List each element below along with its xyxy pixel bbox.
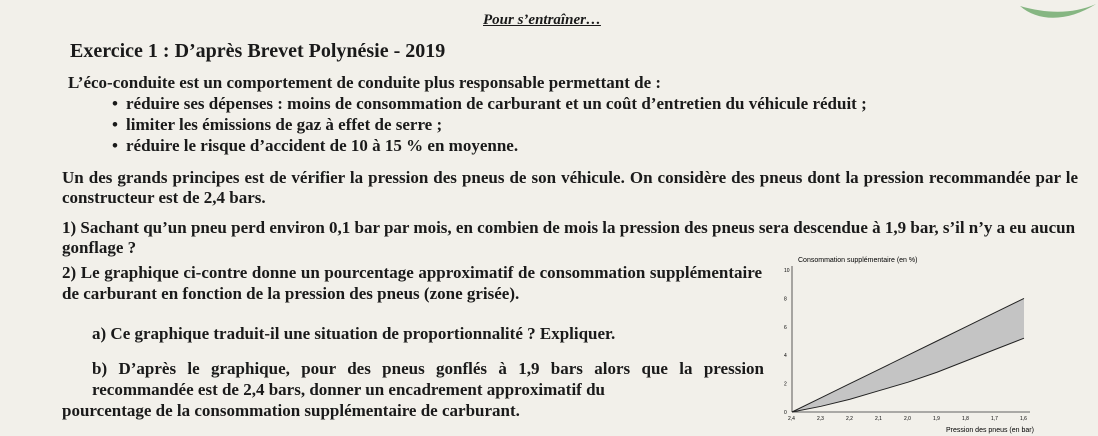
question-2a: a) Ce graphique traduit-il une situation de proportionnalité ? Expliquer. <box>92 324 616 343</box>
intro-section <box>68 72 1078 156</box>
question-2b <box>62 358 764 421</box>
x-tick-label: 2,3 <box>817 416 824 422</box>
x-tick-label: 1,9 <box>933 416 940 422</box>
intro-text: L’éco-conduite est un comportement de conduite plus responsable permettant de : <box>68 73 662 92</box>
x-tick-label: 2,4 <box>788 416 795 422</box>
y-tick-label: 2 <box>784 381 787 388</box>
x-tick-label: 2,2 <box>846 416 853 422</box>
y-axis <box>784 266 792 416</box>
y-tick-label: 4 <box>784 353 787 360</box>
context-paragraph: Un des grands principes est de vérifier la pression des pneus de son véhicule. On considère des pneus dont la pression recommandée par le constructeur est de 2,4 bars. <box>62 168 1078 207</box>
upper-bound-line <box>792 298 1024 412</box>
x-tick-label: 1,8 <box>962 416 969 422</box>
consumption-chart <box>778 252 1078 436</box>
list-item: • réduire ses dépenses : moins de consommation de carburant et un coût d’entretien du véhicule réduit ; <box>126 93 1078 114</box>
benefits-list <box>68 93 1078 156</box>
chart-title: Consommation supplémentaire (en %) <box>798 257 918 264</box>
x-tick-label: 2,1 <box>875 416 882 422</box>
y-tick-label: 8 <box>784 296 787 303</box>
question-1: 1) Sachant qu’un pneu perd environ 0,1 bar par mois, en combien de mois la pression des pneus sera descendue à 1,9 bar, s’il n’y a eu aucun gonflage ? <box>62 218 1076 257</box>
list-item: • réduire le risque d’accident de 10 à 15 % en moyenne. <box>126 135 1078 156</box>
y-tick-label: 6 <box>784 324 787 331</box>
y-tick-label: 10 <box>784 268 790 274</box>
question-2b-line1: b) D’après le graphique, pour des pneus gonflés à 1,9 bars alors que la pression recommandée est de 2,4 bars, donner un encadrement approximatif du <box>92 359 764 399</box>
x-axis <box>788 412 1030 422</box>
x-tick-label: 2,0 <box>904 416 911 422</box>
y-tick-label: 0 <box>784 410 787 416</box>
x-tick-label: 1,6 <box>1020 416 1027 422</box>
plot-area <box>792 298 1024 412</box>
question-2b-line2: pourcentage de la consommation supplémentaire de carburant. <box>62 401 520 420</box>
x-axis-label: Pression des pneus (en bar) <box>946 427 1034 434</box>
decorative-leaf-icon <box>1018 0 1098 28</box>
x-tick-label: 1,7 <box>991 416 998 422</box>
list-item: • limiter les émissions de gaz à effet de serre ; <box>126 114 1078 135</box>
exercise-title: Exercice 1 : D’après Brevet Polynésie - 2019 <box>70 40 446 62</box>
practice-header: Pour s’entraîner… <box>483 12 601 28</box>
question-2: 2) Le graphique ci-contre donne un pourcentage approximatif de consommation supplémentaire de carburant en fonction de la pression des pneus (zone grisée). <box>62 263 762 303</box>
